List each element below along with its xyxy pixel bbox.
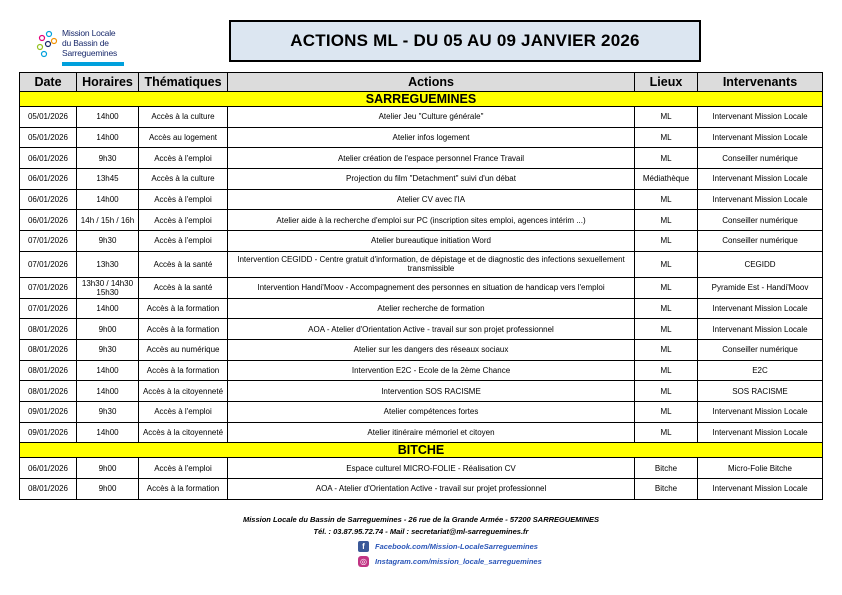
cell-action: Atelier compétences fortes xyxy=(228,401,635,422)
cell-action: Atelier Jeu "Culture générale" xyxy=(228,107,635,128)
cell-thematique: Accès à l'emploi xyxy=(139,231,228,252)
table-row xyxy=(20,127,823,148)
table-row xyxy=(20,479,823,500)
cell-horaires: 9h00 xyxy=(77,319,139,340)
cell-lieu: ML xyxy=(635,107,698,128)
table-row xyxy=(20,231,823,252)
cell-intervenant: Intervenant Mission Locale xyxy=(698,479,823,500)
cell-intervenant: Conseiller numérique xyxy=(698,231,823,252)
cell-date: 06/01/2026 xyxy=(20,148,77,169)
section-row xyxy=(20,443,823,458)
header-actions: Actions xyxy=(228,73,635,92)
cell-date: 06/01/2026 xyxy=(20,189,77,210)
cell-action: Atelier CV avec l'IA xyxy=(228,189,635,210)
facebook-link-text[interactable]: Facebook.com/Mission-LocaleSarreguemines xyxy=(375,541,538,551)
cell-thematique: Accès au numérique xyxy=(139,339,228,360)
section-row xyxy=(20,92,823,107)
cell-intervenant: Intervenant Mission Locale xyxy=(698,189,823,210)
cell-intervenant: Intervenant Mission Locale xyxy=(698,401,823,422)
cell-thematique: Accès à la culture xyxy=(139,169,228,190)
cell-lieu: ML xyxy=(635,298,698,319)
cell-horaires: 14h00 xyxy=(77,189,139,210)
cell-date: 05/01/2026 xyxy=(20,127,77,148)
cell-thematique: Accès à l'emploi xyxy=(139,210,228,231)
cell-intervenant: Conseiller numérique xyxy=(698,339,823,360)
table-row xyxy=(20,298,823,319)
cell-intervenant: Pyramide Est - Handi'Moov xyxy=(698,277,823,298)
cell-thematique: Accès à la culture xyxy=(139,107,228,128)
cell-lieu: ML xyxy=(635,210,698,231)
section-title: SARREGUEMINES xyxy=(20,92,823,107)
cell-thematique: Accès à l'emploi xyxy=(139,148,228,169)
cell-intervenant: CEGIDD xyxy=(698,251,823,277)
cell-intervenant: Micro-Folie Bitche xyxy=(698,458,823,479)
cell-action: AOA - Atelier d'Orientation Active - travail sur projet professionnel xyxy=(228,479,635,500)
instagram-link[interactable] xyxy=(358,554,542,568)
cell-action: Atelier sur les dangers des réseaux sociaux xyxy=(228,339,635,360)
cell-horaires: 14h / 15h / 16h xyxy=(77,210,139,231)
cell-lieu: ML xyxy=(635,401,698,422)
header-thematiques: Thématiques xyxy=(139,73,228,92)
cell-lieu: Bitche xyxy=(635,458,698,479)
cell-thematique: Accès à la citoyenneté xyxy=(139,381,228,402)
cell-horaires: 13h30 xyxy=(77,251,139,277)
facebook-link[interactable] xyxy=(358,539,542,553)
cell-thematique: Accès au logement xyxy=(139,127,228,148)
cell-thematique: Accès à l'emploi xyxy=(139,458,228,479)
cell-action: Intervention E2C - Ecole de la 2ème Chance xyxy=(228,360,635,381)
cell-action: Atelier création de l'espace personnel France Travail xyxy=(228,148,635,169)
cell-thematique: Accès à l'emploi xyxy=(139,189,228,210)
cell-horaires: 9h30 xyxy=(77,148,139,169)
cell-lieu: ML xyxy=(635,277,698,298)
cell-horaires: 14h00 xyxy=(77,107,139,128)
cell-horaires: 9h30 xyxy=(77,339,139,360)
table-row xyxy=(20,148,823,169)
cell-horaires: 14h00 xyxy=(77,422,139,443)
table-header-row xyxy=(20,73,823,92)
cell-horaires: 14h00 xyxy=(77,381,139,402)
cell-intervenant: Intervenant Mission Locale xyxy=(698,127,823,148)
cell-date: 08/01/2026 xyxy=(20,339,77,360)
cell-lieu: Médiathèque xyxy=(635,169,698,190)
page-title-box xyxy=(229,20,701,62)
cell-lieu: ML xyxy=(635,422,698,443)
cell-action: Intervention CEGIDD - Centre gratuit d'information, de dépistage et de diagnostic des infections sexuellement transmissible xyxy=(228,251,635,277)
logo-line: Sarreguemines xyxy=(62,48,118,58)
cell-horaires: 9h00 xyxy=(77,458,139,479)
table-row xyxy=(20,210,823,231)
cell-date: 06/01/2026 xyxy=(20,210,77,231)
cell-date: 08/01/2026 xyxy=(20,381,77,402)
cell-intervenant: Intervenant Mission Locale xyxy=(698,298,823,319)
cell-date: 07/01/2026 xyxy=(20,251,77,277)
logo-line: Mission Locale xyxy=(62,28,116,38)
table-row xyxy=(20,339,823,360)
cell-thematique: Accès à la santé xyxy=(139,277,228,298)
cell-date: 07/01/2026 xyxy=(20,277,77,298)
cell-action: Intervention SOS RACISME xyxy=(228,381,635,402)
cell-thematique: Accès à l'emploi xyxy=(139,401,228,422)
cell-action: Atelier itinéraire mémoriel et citoyen xyxy=(228,422,635,443)
logo xyxy=(34,26,154,66)
table-body xyxy=(20,92,823,500)
cell-lieu: ML xyxy=(635,148,698,169)
logo-bar xyxy=(62,62,124,66)
cell-intervenant: E2C xyxy=(698,360,823,381)
cell-thematique: Accès à la formation xyxy=(139,319,228,340)
cell-action: Atelier aide à la recherche d'emploi sur PC (inscription sites emploi, agences intérim ...) xyxy=(228,210,635,231)
cell-thematique: Accès à la formation xyxy=(139,360,228,381)
cell-lieu: ML xyxy=(635,319,698,340)
footer xyxy=(0,514,842,538)
table-row xyxy=(20,277,823,298)
cell-date: 09/01/2026 xyxy=(20,401,77,422)
cell-intervenant: Conseiller numérique xyxy=(698,210,823,231)
logo-mark-icon xyxy=(34,28,60,60)
cell-lieu: ML xyxy=(635,360,698,381)
cell-thematique: Accès à la santé xyxy=(139,251,228,277)
cell-date: 05/01/2026 xyxy=(20,107,77,128)
cell-lieu: Bitche xyxy=(635,479,698,500)
header-lieux: Lieux xyxy=(635,73,698,92)
facebook-icon: f xyxy=(358,541,369,552)
cell-lieu: ML xyxy=(635,381,698,402)
table-row xyxy=(20,381,823,402)
cell-date: 06/01/2026 xyxy=(20,169,77,190)
table-row xyxy=(20,189,823,210)
cell-intervenant: Intervenant Mission Locale xyxy=(698,319,823,340)
cell-date: 09/01/2026 xyxy=(20,422,77,443)
header-date: Date xyxy=(20,73,77,92)
social-links xyxy=(358,539,542,569)
cell-horaires: 9h00 xyxy=(77,479,139,500)
cell-thematique: Accès à la citoyenneté xyxy=(139,422,228,443)
section-title: BITCHE xyxy=(20,443,823,458)
table-row xyxy=(20,251,823,277)
cell-horaires: 13h30 / 14h30 15h30 xyxy=(77,277,139,298)
cell-date: 07/01/2026 xyxy=(20,298,77,319)
cell-horaires: 9h30 xyxy=(77,401,139,422)
cell-action: Atelier infos logement xyxy=(228,127,635,148)
table-row xyxy=(20,360,823,381)
cell-intervenant: Intervenant Mission Locale xyxy=(698,107,823,128)
footer-contact: Tél. : 03.87.95.72.74 - Mail : secretariat@ml-sarreguemines.fr xyxy=(313,527,529,536)
cell-action: Atelier recherche de formation xyxy=(228,298,635,319)
header-intervenants: Intervenants xyxy=(698,73,823,92)
cell-date: 08/01/2026 xyxy=(20,360,77,381)
cell-intervenant: SOS RACISME xyxy=(698,381,823,402)
cell-lieu: ML xyxy=(635,231,698,252)
table-row xyxy=(20,401,823,422)
page-title: ACTIONS ML - DU 05 AU 09 JANVIER 2026 xyxy=(290,31,640,50)
cell-thematique: Accès à la formation xyxy=(139,298,228,319)
cell-date: 08/01/2026 xyxy=(20,479,77,500)
cell-lieu: ML xyxy=(635,339,698,360)
table-row xyxy=(20,319,823,340)
table-row xyxy=(20,422,823,443)
cell-lieu: ML xyxy=(635,189,698,210)
cell-date: 08/01/2026 xyxy=(20,319,77,340)
logo-line: du Bassin de xyxy=(62,38,109,48)
cell-thematique: Accès à la formation xyxy=(139,479,228,500)
logo-text xyxy=(62,28,117,58)
cell-horaires: 14h00 xyxy=(77,127,139,148)
cell-intervenant: Conseiller numérique xyxy=(698,148,823,169)
header-horaires: Horaires xyxy=(77,73,139,92)
cell-lieu: ML xyxy=(635,251,698,277)
schedule-table xyxy=(19,72,823,500)
instagram-link-text[interactable]: Instagram.com/mission_locale_sarreguemines xyxy=(375,556,542,566)
cell-horaires: 14h00 xyxy=(77,298,139,319)
instagram-icon: ◎ xyxy=(358,556,369,567)
cell-action: Atelier bureautique initiation Word xyxy=(228,231,635,252)
cell-action: Espace culturel MICRO-FOLIE - Réalisation CV xyxy=(228,458,635,479)
cell-action: AOA - Atelier d'Orientation Active - travail sur son projet professionnel xyxy=(228,319,635,340)
cell-lieu: ML xyxy=(635,127,698,148)
table-row xyxy=(20,169,823,190)
cell-action: Projection du film "Detachment" suivi d'un débat xyxy=(228,169,635,190)
cell-action: Intervention Handi'Moov - Accompagnement des personnes en situation de handicap vers l'emploi xyxy=(228,277,635,298)
footer-address: Mission Locale du Bassin de Sarreguemines - 26 rue de la Grande Armée - 57200 SARREGUEMINES xyxy=(242,515,600,524)
cell-horaires: 14h00 xyxy=(77,360,139,381)
cell-horaires: 9h30 xyxy=(77,231,139,252)
table-row xyxy=(20,107,823,128)
cell-intervenant: Intervenant Mission Locale xyxy=(698,169,823,190)
cell-intervenant: Intervenant Mission Locale xyxy=(698,422,823,443)
cell-date: 07/01/2026 xyxy=(20,231,77,252)
cell-horaires: 13h45 xyxy=(77,169,139,190)
table-row xyxy=(20,458,823,479)
cell-date: 06/01/2026 xyxy=(20,458,77,479)
